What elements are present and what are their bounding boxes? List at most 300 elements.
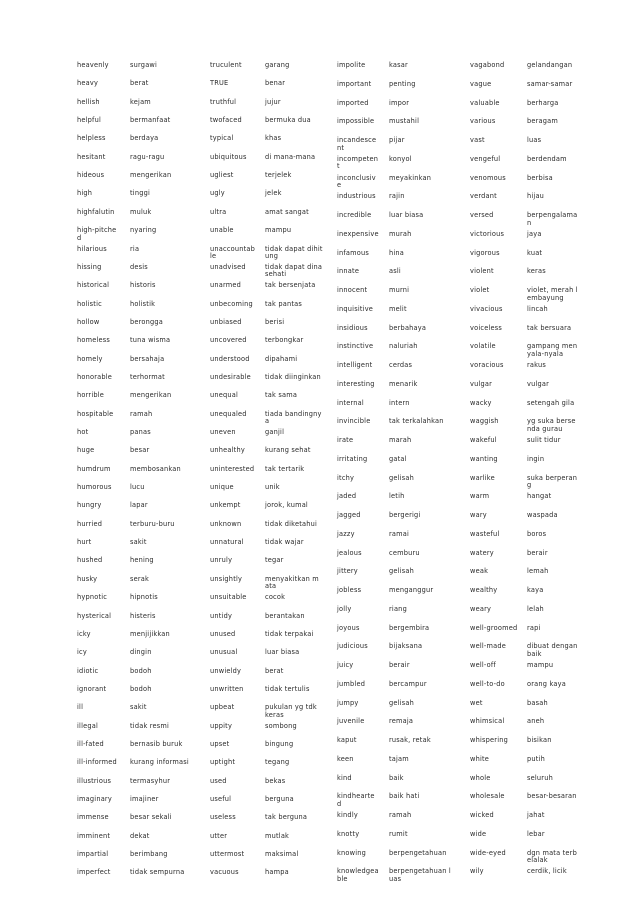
indonesian-meaning: murah bbox=[389, 229, 412, 238]
english-word: violent bbox=[470, 267, 494, 276]
english-word: joyous bbox=[337, 623, 360, 632]
english-word: vivacious bbox=[470, 304, 503, 313]
indonesian-meaning: samar-samar bbox=[527, 79, 573, 88]
english-word: kindhearted bbox=[337, 792, 375, 808]
english-word: innocent bbox=[337, 286, 368, 294]
indonesian-meaning: mengerikan bbox=[130, 391, 172, 400]
english-word: wasteful bbox=[470, 529, 500, 538]
indonesian-meaning: tidak diketahui bbox=[265, 519, 318, 528]
indonesian-meaning: bercampur bbox=[389, 679, 427, 688]
indonesian-meaning: meyakinkan bbox=[389, 173, 432, 182]
indonesian-meaning: dipahami bbox=[265, 354, 298, 363]
indonesian-meaning: menjijikkan bbox=[130, 629, 170, 638]
english-word: truthful bbox=[210, 97, 237, 106]
indonesian-meaning: jujur bbox=[265, 97, 281, 106]
indonesian-meaning: berat bbox=[265, 666, 284, 675]
indonesian-meaning: berguna bbox=[265, 795, 294, 803]
indonesian-meaning: ingin bbox=[527, 454, 545, 463]
english-word: illustrious bbox=[77, 776, 112, 785]
indonesian-meaning: luar biasa bbox=[265, 648, 300, 657]
english-word: weak bbox=[470, 567, 489, 576]
indonesian-meaning: tidak diinginkan bbox=[265, 372, 321, 381]
english-word: verdant bbox=[470, 192, 497, 201]
indonesian-meaning: bijaksana bbox=[389, 642, 423, 651]
english-word: humorous bbox=[77, 483, 112, 492]
indonesian-meaning: mustahil bbox=[389, 117, 420, 126]
indonesian-meaning: berat bbox=[130, 79, 149, 88]
indonesian-meaning: muluk bbox=[130, 207, 152, 216]
indonesian-meaning: murni bbox=[389, 286, 410, 294]
english-word: uncovered bbox=[210, 336, 247, 345]
indonesian-meaning: cemburu bbox=[389, 548, 420, 557]
english-word: TRUE bbox=[210, 79, 229, 88]
english-word: unkempt bbox=[210, 501, 241, 510]
english-word: wholesale bbox=[470, 792, 505, 801]
indonesian-meaning: lelah bbox=[527, 604, 544, 613]
indonesian-meaning: basah bbox=[527, 698, 548, 707]
english-word: warm bbox=[470, 492, 490, 501]
english-word: icy bbox=[77, 648, 87, 657]
english-word: incredible bbox=[337, 211, 372, 219]
english-word: understood bbox=[210, 354, 250, 363]
indonesian-meaning: seluruh bbox=[527, 773, 553, 782]
english-word: impossible bbox=[337, 117, 375, 126]
english-word: inquisitive bbox=[337, 304, 374, 313]
english-word: unhealthy bbox=[210, 446, 245, 455]
indonesian-meaning: kaya bbox=[527, 586, 544, 594]
indonesian-meaning: dekat bbox=[130, 831, 150, 840]
english-word: jealous bbox=[337, 548, 362, 557]
indonesian-meaning: tidak sempurna bbox=[130, 868, 185, 877]
english-word: vengeful bbox=[470, 154, 501, 163]
english-word: unruly bbox=[210, 556, 233, 565]
indonesian-meaning: kasar bbox=[389, 61, 408, 69]
english-word: vigorous bbox=[470, 248, 500, 257]
indonesian-meaning: jahat bbox=[527, 811, 545, 819]
indonesian-meaning: menarik bbox=[389, 379, 418, 388]
english-word: unnatural bbox=[210, 538, 244, 547]
english-word: hellish bbox=[77, 97, 100, 106]
indonesian-meaning: bodoh bbox=[130, 684, 152, 693]
english-word: imaginary bbox=[77, 795, 112, 803]
indonesian-meaning: berpengalaman bbox=[527, 211, 578, 227]
english-word: jobless bbox=[337, 586, 362, 594]
indonesian-meaning: baik bbox=[389, 773, 404, 782]
english-word: wicked bbox=[470, 811, 494, 819]
indonesian-meaning: historis bbox=[130, 281, 156, 290]
english-word: knowing bbox=[337, 848, 367, 857]
indonesian-meaning: tiada bandingnya bbox=[265, 409, 322, 426]
indonesian-meaning: hangat bbox=[527, 492, 552, 501]
english-word: typical bbox=[210, 134, 234, 143]
indonesian-meaning: riang bbox=[389, 604, 407, 613]
indonesian-meaning: jaya bbox=[527, 229, 542, 238]
english-word: jumbled bbox=[337, 679, 366, 688]
indonesian-meaning: khas bbox=[265, 134, 282, 143]
english-word: immense bbox=[77, 813, 109, 822]
english-word: unable bbox=[210, 226, 234, 235]
indonesian-meaning: suka berperang bbox=[527, 473, 578, 490]
english-word: jittery bbox=[337, 567, 358, 576]
english-word: hospitable bbox=[77, 409, 114, 418]
english-word: jumpy bbox=[337, 698, 359, 707]
indonesian-meaning: tak tertarik bbox=[265, 464, 305, 473]
indonesian-meaning: berdaya bbox=[130, 134, 159, 143]
english-word: knowledgeable bbox=[337, 867, 379, 883]
indonesian-meaning: tak bersenjata bbox=[265, 281, 316, 290]
indonesian-meaning: rakus bbox=[527, 361, 546, 369]
english-word: ill bbox=[77, 703, 84, 712]
english-word: huge bbox=[77, 446, 95, 455]
indonesian-meaning: berair bbox=[389, 661, 410, 669]
english-word: incandescent bbox=[337, 136, 377, 152]
indonesian-meaning: sakit bbox=[130, 703, 147, 712]
english-word: uninterested bbox=[210, 464, 255, 473]
indonesian-meaning: maksimal bbox=[265, 850, 299, 859]
english-word: unbiased bbox=[210, 317, 242, 326]
indonesian-meaning: ramah bbox=[389, 811, 412, 819]
indonesian-meaning: orang kaya bbox=[527, 679, 566, 688]
indonesian-meaning: mengerikan bbox=[130, 171, 172, 180]
english-word: high-pitched bbox=[77, 226, 117, 242]
indonesian-meaning: beragam bbox=[527, 117, 559, 126]
english-word: helpless bbox=[77, 134, 106, 143]
indonesian-meaning: surgawi bbox=[130, 61, 158, 69]
english-word: impartial bbox=[77, 850, 109, 859]
indonesian-meaning: tidak terpakai bbox=[265, 629, 314, 638]
english-word: horrible bbox=[77, 391, 105, 400]
english-word: helpful bbox=[77, 116, 101, 125]
indonesian-meaning: tidak dapat dihitung bbox=[265, 244, 323, 261]
indonesian-meaning: amat sangat bbox=[265, 207, 309, 216]
english-word: heavy bbox=[77, 79, 99, 88]
english-word: wanting bbox=[470, 454, 498, 463]
english-word: vagabond bbox=[470, 61, 505, 69]
indonesian-meaning: tidak resmi bbox=[130, 721, 170, 730]
english-word: knotty bbox=[337, 829, 360, 838]
english-word: twofaced bbox=[210, 116, 242, 125]
indonesian-meaning: setengah gila bbox=[527, 398, 575, 407]
indonesian-meaning: kuat bbox=[527, 248, 543, 257]
indonesian-meaning: berharga bbox=[527, 98, 559, 107]
english-word: hideous bbox=[77, 171, 105, 180]
english-word: hot bbox=[77, 428, 89, 436]
english-word: irate bbox=[337, 436, 354, 444]
indonesian-meaning: terburu-buru bbox=[130, 519, 175, 528]
indonesian-meaning: kurang sehat bbox=[265, 446, 311, 455]
english-word: unusual bbox=[210, 648, 238, 657]
english-word: undesirable bbox=[210, 372, 251, 381]
indonesian-meaning: waspada bbox=[527, 511, 558, 519]
indonesian-meaning: berbahaya bbox=[389, 323, 427, 332]
english-word: ugliest bbox=[210, 171, 234, 180]
english-word: hushed bbox=[77, 556, 103, 565]
indonesian-meaning: gelandangan bbox=[527, 61, 573, 69]
indonesian-meaning: besar-besaran bbox=[527, 792, 577, 801]
indonesian-meaning: rajin bbox=[389, 192, 405, 201]
indonesian-meaning: bisikan bbox=[527, 736, 552, 744]
english-word: irritating bbox=[337, 454, 368, 463]
english-word: hypnotic bbox=[77, 593, 108, 602]
english-word: jazzy bbox=[337, 529, 355, 538]
indonesian-meaning: gatal bbox=[389, 454, 407, 463]
indonesian-meaning: terhormat bbox=[130, 372, 165, 381]
english-word: weary bbox=[470, 604, 492, 613]
indonesian-meaning: boros bbox=[527, 529, 547, 538]
english-word: upbeat bbox=[210, 703, 235, 712]
indonesian-meaning: cerdik, licik bbox=[527, 867, 567, 876]
english-word: unaccountable bbox=[210, 244, 256, 261]
indonesian-meaning: gelisah bbox=[389, 567, 414, 576]
indonesian-meaning: ganjil bbox=[265, 428, 285, 436]
indonesian-meaning: pijar bbox=[389, 136, 405, 144]
english-word: venomous bbox=[470, 173, 506, 182]
english-word: truculent bbox=[210, 61, 242, 69]
english-word: unadvised bbox=[210, 262, 246, 271]
indonesian-meaning: cocok bbox=[265, 593, 286, 602]
english-word: imperfect bbox=[77, 868, 111, 877]
indonesian-meaning: berdendam bbox=[527, 154, 567, 163]
english-word: infamous bbox=[337, 248, 370, 257]
english-word: well-to-do bbox=[470, 679, 505, 688]
indonesian-meaning: besar bbox=[130, 446, 150, 455]
indonesian-meaning: ragu-ragu bbox=[130, 152, 165, 161]
english-word: upset bbox=[210, 739, 230, 748]
indonesian-meaning: panas bbox=[130, 428, 151, 436]
english-word: unbecoming bbox=[210, 299, 253, 308]
english-word: versed bbox=[470, 211, 494, 219]
indonesian-meaning: rusak, retak bbox=[389, 736, 431, 744]
indonesian-meaning: marah bbox=[389, 436, 412, 444]
indonesian-meaning: lapar bbox=[130, 501, 148, 510]
indonesian-meaning: menyakitkan mata bbox=[265, 574, 319, 591]
english-word: hurt bbox=[77, 538, 92, 547]
english-word: kind bbox=[337, 773, 352, 782]
english-word: instinctive bbox=[337, 342, 374, 351]
english-word: kaput bbox=[337, 736, 357, 744]
english-word: vague bbox=[470, 79, 492, 88]
indonesian-meaning: gelisah bbox=[389, 698, 414, 707]
english-word: jaded bbox=[337, 492, 357, 501]
indonesian-meaning: bergembira bbox=[389, 623, 430, 632]
indonesian-meaning: benar bbox=[265, 79, 286, 88]
indonesian-meaning: naluriah bbox=[389, 342, 418, 351]
english-word: idiotic bbox=[77, 666, 99, 675]
indonesian-meaning: keras bbox=[527, 267, 546, 276]
english-word: voiceless bbox=[470, 323, 503, 332]
english-word: wily bbox=[470, 867, 484, 876]
indonesian-meaning: asli bbox=[389, 267, 401, 276]
indonesian-meaning: holistik bbox=[130, 299, 156, 308]
english-word: high bbox=[77, 189, 93, 198]
indonesian-meaning: intern bbox=[389, 398, 410, 407]
english-word: wet bbox=[470, 698, 483, 707]
english-word: various bbox=[470, 117, 496, 126]
indonesian-meaning: tuna wisma bbox=[130, 336, 171, 345]
indonesian-meaning: berbisa bbox=[527, 173, 553, 182]
indonesian-meaning: besar sekali bbox=[130, 813, 172, 822]
english-word: uttermost bbox=[210, 850, 245, 859]
english-word: unsightly bbox=[210, 574, 243, 583]
indonesian-meaning: luas bbox=[527, 136, 542, 144]
english-word: whimsical bbox=[470, 717, 505, 726]
english-word: voracious bbox=[470, 361, 504, 369]
indonesian-meaning: imajiner bbox=[130, 795, 159, 803]
indonesian-meaning: lebar bbox=[527, 829, 545, 838]
english-word: keen bbox=[337, 754, 354, 763]
indonesian-meaning: rapi bbox=[527, 623, 541, 632]
english-word: ignorant bbox=[77, 684, 107, 693]
english-word: unsuitable bbox=[210, 593, 247, 602]
english-word: important bbox=[337, 79, 372, 88]
english-word: ultra bbox=[210, 207, 227, 216]
indonesian-meaning: mutlak bbox=[265, 831, 290, 840]
indonesian-meaning: impor bbox=[389, 98, 410, 107]
indonesian-meaning: sulit tidur bbox=[527, 436, 561, 444]
indonesian-meaning: lincah bbox=[527, 304, 548, 313]
indonesian-meaning: hipnotis bbox=[130, 593, 158, 602]
indonesian-meaning: dingin bbox=[130, 648, 152, 657]
english-word: innate bbox=[337, 267, 360, 276]
english-word: industrious bbox=[337, 192, 376, 201]
english-word: used bbox=[210, 776, 227, 785]
english-word: whole bbox=[470, 773, 491, 782]
english-word: imminent bbox=[77, 831, 111, 840]
indonesian-meaning: hampa bbox=[265, 868, 289, 877]
indonesian-meaning: di mana-mana bbox=[265, 152, 316, 161]
english-word: unarmed bbox=[210, 281, 242, 290]
english-word: untidy bbox=[210, 611, 233, 620]
indonesian-meaning: serak bbox=[130, 574, 150, 583]
indonesian-meaning: hening bbox=[130, 556, 154, 565]
indonesian-meaning: jelek bbox=[265, 189, 282, 198]
english-word: unequaled bbox=[210, 409, 247, 418]
indonesian-meaning: bergerigi bbox=[389, 511, 421, 519]
indonesian-meaning: ramah bbox=[130, 409, 153, 418]
indonesian-meaning: melit bbox=[389, 304, 407, 313]
english-word: useful bbox=[210, 795, 232, 803]
indonesian-meaning: bingung bbox=[265, 739, 294, 748]
indonesian-meaning: jorok, kumal bbox=[265, 501, 308, 510]
english-word: interesting bbox=[337, 379, 375, 388]
indonesian-meaning: sombong bbox=[265, 721, 297, 730]
indonesian-meaning: sakit bbox=[130, 538, 147, 547]
indonesian-meaning: gelisah bbox=[389, 473, 414, 482]
indonesian-meaning: berisi bbox=[265, 317, 285, 326]
indonesian-meaning: kejam bbox=[130, 97, 151, 106]
indonesian-meaning: unik bbox=[265, 483, 280, 492]
english-word: illegal bbox=[77, 721, 99, 730]
indonesian-meaning: terbongkar bbox=[265, 336, 304, 345]
indonesian-meaning: hijau bbox=[527, 192, 545, 201]
english-word: juicy bbox=[337, 661, 354, 669]
english-word: holistic bbox=[77, 299, 102, 308]
english-word: internal bbox=[337, 398, 364, 407]
indonesian-meaning: aneh bbox=[527, 717, 545, 726]
indonesian-meaning: nyaring bbox=[130, 226, 157, 235]
indonesian-meaning: luar biasa bbox=[389, 211, 424, 219]
indonesian-meaning: ramai bbox=[389, 529, 410, 538]
english-word: victorious bbox=[470, 229, 505, 238]
english-word: ill-informed bbox=[77, 758, 117, 767]
english-word: valuable bbox=[470, 98, 500, 107]
indonesian-meaning: tegar bbox=[265, 556, 284, 565]
indonesian-meaning: berpengetahuan luas bbox=[389, 867, 451, 883]
english-word: itchy bbox=[337, 473, 355, 482]
english-word: whispering bbox=[470, 736, 508, 744]
english-word: unwieldy bbox=[210, 666, 242, 675]
english-word: homeless bbox=[77, 336, 111, 345]
indonesian-meaning: membosankan bbox=[130, 464, 181, 473]
english-word: well-groomed bbox=[470, 623, 518, 632]
english-word: hurried bbox=[77, 519, 103, 528]
english-word: intelligent bbox=[337, 361, 373, 369]
english-word: useless bbox=[210, 813, 236, 822]
indonesian-meaning: putih bbox=[527, 754, 545, 763]
english-word: hilarious bbox=[77, 244, 107, 253]
english-word: watery bbox=[470, 548, 494, 557]
indonesian-meaning: gampang menyala-nyala bbox=[527, 342, 578, 358]
english-word: well-made bbox=[470, 642, 506, 651]
english-word: warlike bbox=[470, 473, 495, 482]
indonesian-meaning: dibuat dengan baik bbox=[527, 642, 578, 658]
indonesian-meaning: menganggur bbox=[389, 586, 434, 594]
indonesian-meaning: baik hati bbox=[389, 792, 420, 801]
indonesian-meaning: histeris bbox=[130, 611, 156, 620]
indonesian-meaning: desis bbox=[130, 262, 148, 271]
english-word: wary bbox=[470, 511, 487, 519]
english-word: wide-eyed bbox=[470, 848, 506, 857]
indonesian-meaning: kurang informasi bbox=[130, 758, 189, 767]
english-word: heavenly bbox=[77, 61, 109, 69]
english-word: invincible bbox=[337, 417, 371, 426]
english-word: hungry bbox=[77, 501, 102, 510]
english-word: waggish bbox=[470, 417, 499, 426]
english-word: unknown bbox=[210, 519, 242, 528]
english-word: uneven bbox=[210, 428, 236, 436]
indonesian-meaning: tak sama bbox=[265, 391, 298, 400]
english-word: unwritten bbox=[210, 684, 244, 693]
english-word: uptight bbox=[210, 758, 236, 767]
indonesian-meaning: mampu bbox=[265, 226, 292, 235]
english-word: wide bbox=[470, 829, 487, 838]
english-word: icky bbox=[77, 629, 91, 638]
indonesian-meaning: tidak tertulis bbox=[265, 684, 310, 693]
indonesian-meaning: berongga bbox=[130, 317, 164, 326]
english-word: homely bbox=[77, 354, 103, 363]
english-word: historical bbox=[77, 281, 110, 290]
indonesian-meaning: vulgar bbox=[527, 379, 550, 388]
indonesian-meaning: tegang bbox=[265, 758, 290, 767]
english-word: husky bbox=[77, 574, 98, 583]
english-word: utter bbox=[210, 831, 228, 840]
indonesian-meaning: penting bbox=[389, 79, 416, 88]
english-word: volatile bbox=[470, 342, 496, 351]
english-word: hollow bbox=[77, 317, 100, 326]
indonesian-meaning: berpengetahuan bbox=[389, 848, 447, 857]
english-word: unused bbox=[210, 629, 236, 638]
indonesian-meaning: bodoh bbox=[130, 666, 152, 675]
indonesian-meaning: tak berguna bbox=[265, 813, 308, 822]
indonesian-meaning: tak bersuara bbox=[527, 323, 572, 332]
english-word: judicious bbox=[337, 642, 368, 651]
english-word: kindly bbox=[337, 811, 358, 819]
english-word: jolly bbox=[337, 604, 352, 613]
indonesian-meaning: bersahaja bbox=[130, 354, 165, 363]
english-word: uppity bbox=[210, 721, 233, 730]
english-word: unequal bbox=[210, 391, 239, 400]
indonesian-meaning: lucu bbox=[130, 483, 145, 492]
